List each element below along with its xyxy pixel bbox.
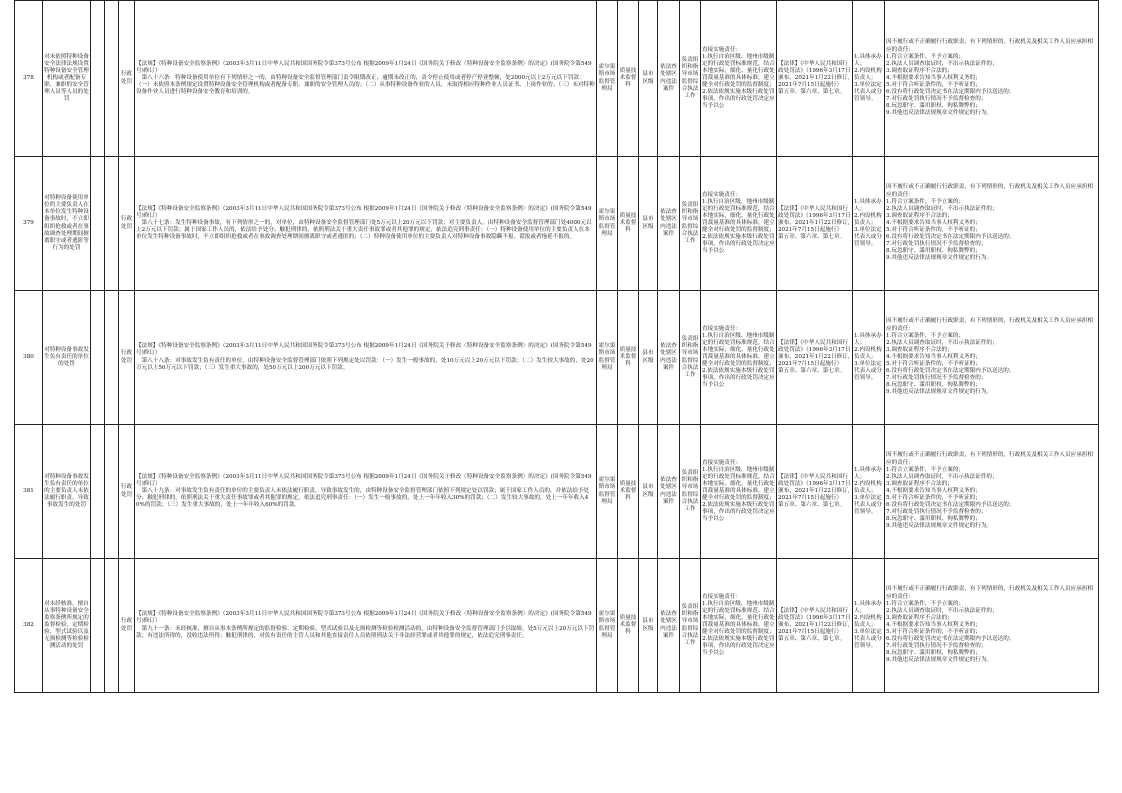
accountability-line: 3.调查取证程序不合法的；: [886, 480, 953, 487]
accountability-line: 4.不根据要求告知当事人权利义务的；: [886, 219, 981, 226]
basis-paragraph: 【法规】《特种设备安全监察条例》（2003年3月11日中华人民共和国国务院令第373号公布 根据2009年1月24日《国务院关于修改〈特种设备安全监察条例〉的决定》(国务院令第549号)修订）: [136, 205, 592, 219]
accountability-cell: [885, 291, 1099, 425]
legal-basis-cell: [135, 1, 597, 157]
text-line: 1.执行自治区级、地州市级制定的行政处罚标准规范，结合本地实际，细化、量化行政处罚裁量基准的具体标准，建立健全对行政处罚的监督制度；: [702, 600, 775, 636]
text-line: 2.内设机构负责人；: [854, 614, 882, 628]
accountability-line: 5.对于符合听证条件的，不予听证的；: [886, 629, 981, 636]
subject-cell: 霍尔果斯市场监督管理局: [597, 157, 618, 291]
subject-cell: 霍尔果斯市场监督管理局: [597, 425, 618, 559]
accountability-line: 9.其他违反法律法规规章文件规定的行为。: [886, 523, 993, 530]
text-line: 1.具体承办人；: [854, 198, 882, 212]
accountability-line: 因不履行或不正确履行行政职责，有下列情形的，行政机关及相关工作人员应承担相应的责任：: [886, 452, 1093, 466]
item-name: 对未经核准，擅自从事特种设备安全监察条例所规定的监督检验、定期检验、型式试验以及无损检测等检验检测活动的处罚: [43, 559, 91, 693]
accountability-line: 6.没有将行政处罚决定书在法定期限内予以送达的；: [886, 502, 1015, 509]
row-number: 378: [15, 1, 43, 157]
category-cell: 行政处罚: [119, 559, 135, 693]
text-line: 【法律】《中华人民共和国行政处罚法》（1996年3月17日颁布，2021年1月22日修订,2021年7月15日起施行）: [778, 607, 851, 636]
table-row: [15, 157, 1099, 291]
accountability-line: 因不履行或不正确履行行政职责，有下列情形的，行政机关及相关工作人员应承担相应的责任：: [886, 586, 1093, 600]
power-list-table: [14, 0, 1099, 693]
accountability-line: 3.调查取证程序不合法的；: [886, 346, 953, 353]
text-line: 1.执行自治区级、地州市级制定的行政处罚标准规范，结合本地实际，细化、量化行政处罚裁量基准的具体标准，建立健全对行政处罚的监督制度；: [702, 466, 775, 502]
table-row: [15, 425, 1099, 559]
text-line: 1.执行自治区级、地州市级制定的行政处罚标准规范，结合本地实际，细化、量化行政处罚裁量基准的具体标准，建立健全对行政处罚的监督制度；: [702, 332, 775, 368]
accountability-line: 4.不根据要求告知当事人权利义务的；: [886, 621, 981, 628]
accountability-line: 8.玩忽职守、滥用职权、徇私舞弊的；: [886, 382, 981, 389]
blank-cell: [91, 157, 105, 291]
item-name: 对特种设备使用单位的主要负责人在本单位发生特种设备事故时，不立即组织抢救或者在事故调查处理期间擅离职守或者逃匿等行为的处罚: [43, 157, 91, 291]
text-line: 1.具体承办人；: [854, 466, 882, 480]
category-cell: 行政处罚: [119, 157, 135, 291]
accountability-line: 6.没有将行政处罚决定书在法定期限内予以送达的；: [886, 89, 1015, 96]
law-cell: [777, 425, 853, 559]
resp-unit-cell: 负责组织和指导市场监督综合执法工作: [680, 425, 701, 559]
resp-unit-cell: 负责组织和指导市场监督综合执法工作: [680, 559, 701, 693]
executor-cell: 依法查处辖区内违法案件: [658, 157, 680, 291]
text-line: 【法律】《中华人民共和国行政处罚法》（1996年3月17日颁布，2021年1月22日修订,2021年7月15日起施行）: [778, 339, 851, 368]
level-cell: 县市区级: [639, 157, 658, 291]
blank-cell: [91, 425, 105, 559]
accountability-line: 3.调查取证程序不合法的；: [886, 614, 953, 621]
text-line: 3.单位法定代表人或分管领导。: [854, 629, 882, 650]
table-row: [15, 559, 1099, 693]
basis-paragraph: 第八十六条：特种设备使用单位有下列情形之一的，由特种设备安全监督管理部门责令限期改正；逾期未改正的，责令停止使用或者停产停业整顿，处2000元以上2万元以下罚款：（一）未依照本条例规定设置特种设备安全管理机构或者配备专职、兼职的安全管理人员的；（二）从事特种设备作业的人员，未取得相应特种作业人员证书，上岗作业的；（三）未对特种设备作业人员进行特种设备安全教育和培训的。: [136, 74, 595, 96]
text-line: 2.依法依规实施本级行政处罚事项，作出的行政处罚决定应当予以公: [702, 502, 775, 523]
accountability-cell: [885, 559, 1099, 693]
accountability-line: 3.调查取证程序不合法的；: [886, 212, 953, 219]
accountability-cell: [885, 157, 1099, 291]
text-line: 1.执行自治区级、地州市级制定的行政处罚标准规范，结合本地实际，细化、量化行政处罚裁量基准的具体标准，建立健全对行政处罚的监督制度；: [702, 198, 775, 234]
accountability-line: 4.不根据要求告知当事人权利义务的；: [886, 74, 981, 81]
accountability-line: 5.对于符合听证条件的，不予听证的；: [886, 495, 981, 502]
office-cell: 质量技术监督科: [618, 157, 639, 291]
accountability-line: 2.执法人员调查取证时，不出示执法证件的；: [886, 205, 998, 212]
text-line: 1.具体承办人；: [854, 600, 882, 614]
text-line: 第五章、第六章、第七章。: [778, 636, 846, 643]
category-cell: 行政处罚: [119, 1, 135, 157]
text-line: 3.单位法定代表人或分管领导。: [854, 227, 882, 248]
text-line: 【法律】《中华人民共和国行政处罚法》（1996年3月17日颁布，2021年1月22日修订,2021年7月15日起施行）: [778, 473, 851, 502]
executor-cell: 依法查处辖区内违法案件: [658, 291, 680, 425]
responsible-persons-cell: [853, 157, 885, 291]
law-cell: [777, 157, 853, 291]
accountability-line: 1.符合立案条件，不予立案的；: [886, 332, 965, 339]
blank-cell: [91, 291, 105, 425]
blank-cell: [105, 1, 119, 157]
text-line: 直接实施责任：: [702, 46, 742, 53]
level-cell: 县市区级: [639, 1, 658, 157]
resp-unit-cell: 负责组织和指导市场监督综合执法工作: [680, 157, 701, 291]
text-line: 2.内设机构负责人；: [854, 480, 882, 494]
item-name: 对特种设备事故发生负有责任的单位的主要负责人未依法履行职责，导致事故发生的处罚: [43, 425, 91, 559]
responsible-persons-cell: [853, 1, 885, 157]
row-number: 382: [15, 559, 43, 693]
accountability-cell: [885, 1, 1099, 157]
accountability-line: 6.没有将行政处罚决定书在法定期限内予以送达的；: [886, 234, 1015, 241]
basis-paragraph: 【法规】《特种设备安全监察条例》（2003年3月11日中华人民共和国国务院令第373号公布 根据2009年1月24日《国务院关于修改〈特种设备安全监察条例〉的决定》(国务院令第549号)修订）: [136, 473, 592, 487]
accountability-line: 1.符合立案条件，不予立案的；: [886, 466, 965, 473]
accountability-line: 2.执法人员调查取证时，不出示执法证件的；: [886, 339, 998, 346]
accountability-line: 3.调查取证程序不合法的；: [886, 67, 953, 74]
blank-cell: [105, 425, 119, 559]
law-cell: [777, 291, 853, 425]
table-row: [15, 1, 1099, 157]
text-line: 1.具体承办人；: [854, 332, 882, 346]
text-line: 直接实施责任：: [702, 325, 742, 332]
subject-cell: 霍尔果斯市场监督管理局: [597, 1, 618, 157]
blank-cell: [91, 1, 105, 157]
legal-basis-cell: [135, 157, 597, 291]
accountability-line: 因不履行或不正确履行行政职责，有下列情形的，行政机关及相关工作人员应承担相应的责任：: [886, 39, 1093, 53]
basis-paragraph: 第九十一条：未经核准，擅自从事本条例所规定的监督检验、定期检验、型式试验以及无损检测等检验检测活动的，由特种设备安全监督管理部门予以取缔，处5万元以上20万元以下罚款；有违法所得的，没收违法所得；触犯刑律的，对负有责任的主管人员和其他直接责任人员依照刑法关于非法经营罪或者其他罪的规定，依法追究刑事责任。: [136, 625, 595, 639]
text-line: 3.单位法定代表人或分管领导。: [854, 495, 882, 516]
accountability-line: 6.没有将行政处罚决定书在法定期限内予以送达的；: [886, 636, 1015, 643]
accountability-line: 6.没有将行政处罚决定书在法定期限内予以送达的；: [886, 368, 1015, 375]
category-cell: 行政处罚: [119, 291, 135, 425]
level-cell: 县市区级: [639, 291, 658, 425]
text-line: 直接实施责任：: [702, 593, 742, 600]
executor-cell: 依法查处辖区内违法案件: [658, 559, 680, 693]
accountability-line: 5.对于符合听证条件的，不予听证的；: [886, 227, 981, 234]
accountability-line: 1.符合立案条件，不予立案的；: [886, 53, 965, 60]
accountability-line: 因不履行或不正确履行行政职责，有下列情形的，行政机关及相关工作人员应承担相应的责任：: [886, 318, 1093, 332]
accountability-line: 2.执法人员调查取证时，不出示执法证件的；: [886, 473, 998, 480]
text-line: 2.内设机构负责人；: [854, 67, 882, 81]
accountability-line: 2.执法人员调查取证时，不出示执法证件的；: [886, 607, 998, 614]
text-line: 【法律】《中华人民共和国行政处罚法》（1996年3月17日颁布，2021年1月22日修订,2021年7月15日起施行）: [778, 60, 851, 89]
blank-cell: [105, 157, 119, 291]
responsibility-cell: [701, 291, 777, 425]
row-number: 381: [15, 425, 43, 559]
text-line: 2.依法依规实施本级行政处罚事项，作出的行政处罚决定应当予以公: [702, 636, 775, 657]
accountability-line: 9.其他违反法律法规规章文件规定的行为。: [886, 389, 993, 396]
responsible-persons-cell: [853, 559, 885, 693]
accountability-line: 8.玩忽职守、滥用职权、徇私舞弊的；: [886, 248, 981, 255]
level-cell: 县市区级: [639, 559, 658, 693]
accountability-line: 2.执法人员调查取证时，不出示执法证件的；: [886, 60, 998, 67]
accountability-line: 7.对行政处罚执行情况不予监督检查的；: [886, 375, 987, 382]
text-line: 第五章、第六章、第七章。: [778, 502, 846, 509]
office-cell: 质量技术监督科: [618, 559, 639, 693]
blank-cell: [105, 559, 119, 693]
executor-cell: 依法查处辖区内违法案件: [658, 1, 680, 157]
accountability-line: 5.对于符合听证条件的，不予听证的；: [886, 361, 981, 368]
accountability-line: 9.其他违反法律法规规章文件规定的行为。: [886, 657, 993, 664]
resp-unit-cell: 负责组织和指导市场监督综合执法工作: [680, 1, 701, 157]
table-row: [15, 291, 1099, 425]
subject-cell: 霍尔果斯市场监督管理局: [597, 559, 618, 693]
legal-basis-cell: [135, 425, 597, 559]
text-line: 【法律】《中华人民共和国行政处罚法》（1996年3月17日颁布，2021年1月22日修订,2021年7月15日起施行）: [778, 205, 851, 234]
accountability-line: 8.玩忽职守、滥用职权、徇私舞弊的；: [886, 103, 981, 110]
subject-cell: 霍尔果斯市场监督管理局: [597, 291, 618, 425]
responsible-persons-cell: [853, 291, 885, 425]
office-cell: 质量技术监督科: [618, 291, 639, 425]
responsible-persons-cell: [853, 425, 885, 559]
blank-cell: [91, 559, 105, 693]
accountability-line: 5.对于符合听证条件的，不予听证的；: [886, 82, 981, 89]
text-line: 3.单位法定代表人或分管领导。: [854, 82, 882, 103]
responsibility-cell: [701, 157, 777, 291]
category-cell: 行政处罚: [119, 425, 135, 559]
accountability-line: 9.其他违反法律法规规章文件规定的行为。: [886, 110, 993, 117]
legal-basis-cell: [135, 559, 597, 693]
accountability-line: 1.符合立案条件，不予立案的；: [886, 600, 965, 607]
accountability-line: 7.对行政处罚执行情况不予监督检查的；: [886, 643, 987, 650]
text-line: 直接实施责任：: [702, 459, 742, 466]
text-line: 1.执行自治区级、地州市级制定的行政处罚标准规范，结合本地实际，细化、量化行政处罚裁量基准的具体标准，建立健全对行政处罚的监督制度；: [702, 53, 775, 89]
accountability-line: 7.对行政处罚执行情况不予监督检查的；: [886, 241, 987, 248]
basis-paragraph: 【法规】《特种设备安全监察条例》（2003年3月11日中华人民共和国国务院令第373号公布 根据2009年1月24日《国务院关于修改〈特种设备安全监察条例〉的决定》(国务院令第549号)修订）: [136, 343, 592, 357]
text-line: 直接实施责任：: [702, 191, 742, 198]
basis-paragraph: 第八十九条：对事故发生负有责任的单位的主要负责人未依法履行职责，导致事故发生的，由特种设备安全监督管理部门依照下列规定处以罚款；属于国家工作人员的，并依法给予处分；触犯刑律的，依照刑法关于重大责任事故罪或者其他罪的规定，依法追究刑事责任：（一）发生一般事故的，处上一年年收入30%的罚款；（二）发生较大事故的，处上一年年收入40%的罚款；（三）发生重大事故的，处上一年年收入60%的罚款。: [136, 487, 590, 509]
level-cell: 县市区级: [639, 425, 658, 559]
accountability-line: 7.对行政处罚执行情况不予监督检查的；: [886, 96, 987, 103]
text-line: 第五章、第六章、第七章。: [778, 89, 846, 96]
responsibility-cell: [701, 425, 777, 559]
text-line: 2.内设机构负责人；: [854, 346, 882, 360]
text-line: 3.单位法定代表人或分管领导。: [854, 361, 882, 382]
executor-cell: 依法查处辖区内违法案件: [658, 425, 680, 559]
basis-paragraph: 第八十八条：对事故发生负有责任的单位，由特种设备安全监督管理部门依照下列规定处以罚款：（一）发生一般事故的，处10万元以上20万元以下罚款；（二）发生较大事故的，处20万元以上50万元以下罚款；（三）发生重大事故的，处50万元以上200万元以下罚款。: [136, 357, 594, 371]
law-cell: [777, 1, 853, 157]
accountability-line: 8.玩忽职守、滥用职权、徇私舞弊的；: [886, 516, 981, 523]
legal-basis-cell: [135, 291, 597, 425]
text-line: 2.依法依规实施本级行政处罚事项，作出的行政处罚决定应当予以公: [702, 368, 775, 389]
row-number: 379: [15, 157, 43, 291]
text-line: 1.具体承办人；: [854, 53, 882, 67]
office-cell: 质量技术监督科: [618, 1, 639, 157]
accountability-line: 1.符合立案条件，不予立案的；: [886, 198, 965, 205]
text-line: 2.内设机构负责人；: [854, 212, 882, 226]
accountability-line: 8.玩忽职守、滥用职权、徇私舞弊的；: [886, 650, 981, 657]
text-line: 第五章、第六章、第七章。: [778, 234, 846, 241]
text-line: 2.依法依规实施本级行政处罚事项，作出的行政处罚决定应当予以公: [702, 234, 775, 255]
accountability-cell: [885, 425, 1099, 559]
text-line: 第五章、第六章、第七章。: [778, 368, 846, 375]
basis-paragraph: 第八十七条：发生特种设备事故，有下列情形之一的，对单位，由特种设备安全监督管理部门处5万元以上20万元以下罚款；对主要负责人，由特种设备安全监督管理部门处4000元以上2万元以下罚款；属于国家工作人员的，依法给予处分；触犯刑律的，依照刑法关于重大责任事故罪或者其他罪的规定，依法追究刑事责任：（一）特种设备使用单位的主要负责人在本单位发生特种设备事故时，不立即组织抢救或者在事故调查处理期间擅离职守或者逃匿的；（二）特种设备使用单位的主要负责人对特种设备事故隐瞒不报、谎报或者拖延不报的。: [136, 219, 592, 241]
accountability-line: 4.不根据要求告知当事人权利义务的；: [886, 487, 981, 494]
resp-unit-cell: 负责组织和指导市场监督综合执法工作: [680, 291, 701, 425]
accountability-line: 因不履行或不正确履行行政职责，有下列情形的，行政机关及相关工作人员应承担相应的责任：: [886, 184, 1093, 198]
law-cell: [777, 559, 853, 693]
item-name: 对特种设备事故发生负有责任的单位的处罚: [43, 291, 91, 425]
item-name: 对未依照特种设备安全法律法规设置特种设备安全管理机构或者配备专职、兼职的安全管理人员等人员的处罚: [43, 1, 91, 157]
accountability-line: 4.不根据要求告知当事人权利义务的；: [886, 353, 981, 360]
accountability-line: 9.其他违反法律法规规章文件规定的行为。: [886, 255, 993, 262]
row-number: 380: [15, 291, 43, 425]
blank-cell: [105, 291, 119, 425]
office-cell: 质量技术监督科: [618, 425, 639, 559]
responsibility-cell: [701, 1, 777, 157]
text-line: 2.依法依规实施本级行政处罚事项，作出的行政处罚决定应当予以公: [702, 89, 775, 110]
basis-paragraph: 【法规】《特种设备安全监察条例》（2003年3月11日中华人民共和国国务院令第373号公布 根据2009年1月24日《国务院关于修改〈特种设备安全监察条例〉的决定》(国务院令第549号)修订）: [136, 60, 592, 74]
responsibility-cell: [701, 559, 777, 693]
accountability-line: 7.对行政处罚执行情况不予监督检查的；: [886, 509, 987, 516]
basis-paragraph: 【法规】《特种设备安全监察条例》（2003年3月11日中华人民共和国国务院令第373号公布 根据2009年1月24日《国务院关于修改〈特种设备安全监察条例〉的决定》(国务院令第549号)修订）: [136, 611, 592, 625]
